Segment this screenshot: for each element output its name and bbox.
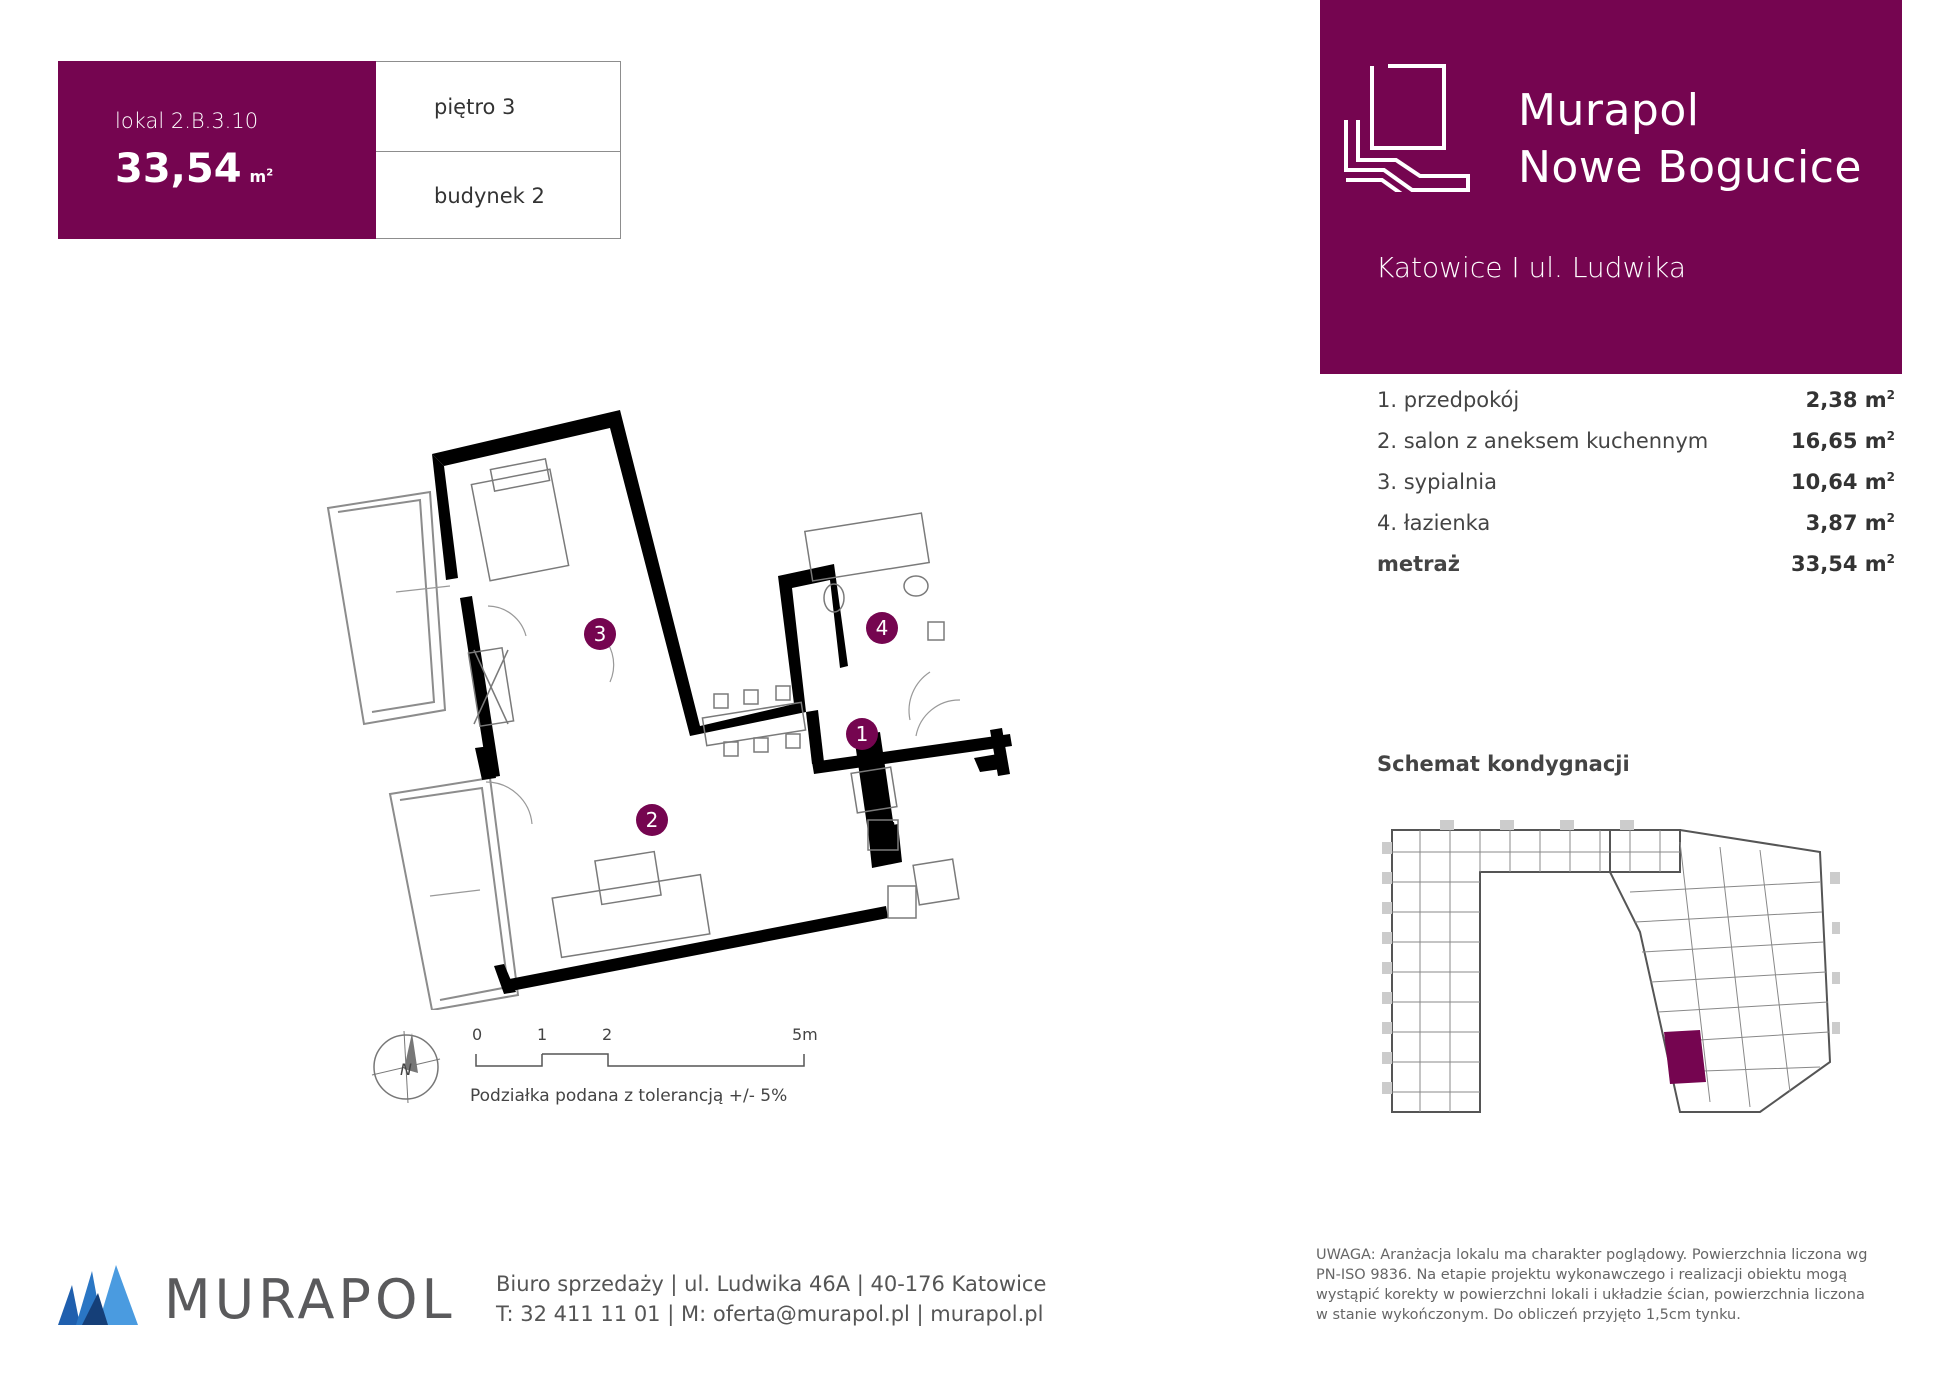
room-area: 3,87 $m^2$ — [1805, 511, 1895, 535]
unit-code: lokal 2.B.3.10 — [115, 109, 259, 133]
room-name: 4. łazienka — [1377, 511, 1491, 535]
sales-address: Biuro sprzedaży | ul. Ludwika 46A | 40-176 Katowice — [496, 1272, 1047, 1296]
scale-bar — [462, 1020, 822, 1080]
room-row — [1377, 384, 1895, 425]
room-marker-1: 1 — [855, 722, 869, 746]
unit-area-value: 33,54 — [115, 146, 242, 192]
scale-tick-0: 0 — [472, 1025, 483, 1044]
sales-office — [496, 1269, 1046, 1329]
room-row — [1377, 507, 1895, 548]
room-area: 2,38 $m^2$ — [1805, 388, 1895, 412]
footer-wordmark: MURAPOL — [164, 1268, 456, 1331]
scale-note: Podziałka podana z tolerancją +/- 5% — [470, 1086, 788, 1106]
brand-location: Katowice I ul. Ludwika — [1376, 251, 1687, 284]
floor-plan — [320, 410, 1020, 1010]
floor-label: piętro 3 — [434, 94, 516, 119]
unit-area — [115, 146, 273, 192]
scale-tick-2: 2 — [602, 1025, 613, 1044]
compass-icon — [366, 1025, 446, 1105]
schema-title: Schemat kondygnacji — [1377, 752, 1630, 776]
brand-panel — [1320, 0, 1902, 374]
room-list — [1377, 384, 1895, 589]
total-area: 33,54 $m^2$ — [1791, 552, 1895, 576]
brand-name: Murapol Nowe Bogucice — [1518, 85, 1862, 193]
room-name: 1. przedpokój — [1377, 388, 1520, 412]
room-row — [1377, 425, 1895, 466]
room-marker-2: 2 — [645, 808, 659, 832]
room-name: 3. sypialnia — [1377, 470, 1497, 494]
total-label: metraż — [1377, 552, 1460, 576]
scale-tick-1: 1 — [537, 1025, 548, 1044]
total-row — [1377, 548, 1895, 589]
room-name: 2. salon z aneksem kuchennym — [1377, 429, 1709, 453]
floor-schema — [1380, 812, 1840, 1142]
room-area: 10,64 $m^2$ — [1791, 470, 1895, 494]
brand-logo-icon — [1344, 62, 1474, 192]
room-marker-4: 4 — [875, 616, 889, 640]
room-area: 16,65 $m^2$ — [1791, 429, 1895, 453]
scale-tick-5m: 5m — [792, 1025, 818, 1044]
unit-highlight — [1664, 1030, 1706, 1084]
building-label: budynek 2 — [376, 151, 620, 240]
room-marker-3: 3 — [593, 622, 607, 646]
sales-contact: T: 32 411 11 01 | M: oferta@murapol.pl | murapol.pl — [496, 1302, 1044, 1326]
room-row — [1377, 466, 1895, 507]
unit-info — [376, 61, 621, 239]
unit-summary — [58, 61, 376, 239]
unit-area-unit: $m^2$ — [249, 167, 274, 186]
disclaimer-notice: UWAGA: Aranżacja lokalu ma charakter poglądowy. Powierzchnia liczona wg PN-ISO 9836. Na etapie projektu wykonawczego i realizacji obiektu mogą wystąpić korekty w powierzchni lokali i układzie ścian, powierzchnia liczona w stanie wykończonym. Do obliczeń przyjęto 1,5cm tynku. — [1316, 1247, 1868, 1323]
murapol-logo-icon — [58, 1265, 138, 1327]
svg-text:N: N — [400, 1060, 412, 1079]
